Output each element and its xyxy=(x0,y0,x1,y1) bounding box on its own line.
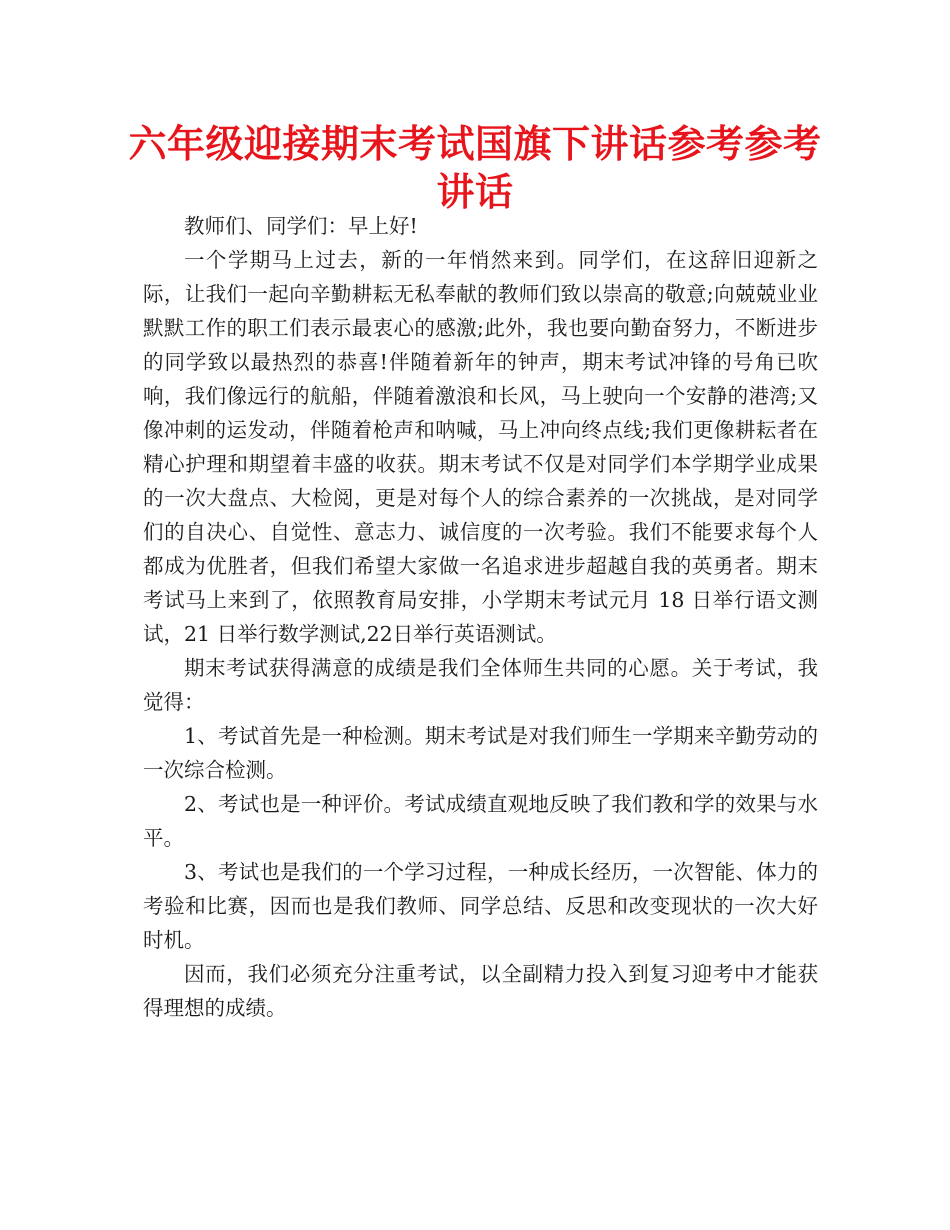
paragraph-wish: 期末考试获得满意的成绩是我们全体师生共同的心愿。关于考试，我觉得： xyxy=(143,656,818,714)
document-body xyxy=(143,209,818,1025)
paragraph-point-1: 1、考试首先是一种检测。期末考试是对我们师生一学期来辛勤劳动的一次综合检测。 xyxy=(143,724,818,782)
paragraph-greeting: 教师们、同学们：早上好! xyxy=(184,214,418,238)
paragraph-intro: 一个学期马上过去，新的一年悄然来到。同学们，在这辞旧迎新之际，让我们一起向辛勤耕耘无私奉献的教师们致以崇高的敬意;向兢兢业业默默工作的职工们表示最衷心的感激;此外，我也要向勤奋努力，不断进步的同学致以最热烈的恭喜!伴随着新年的钟声，期末考试冲锋的号角已吹响，我们像远行的航船，伴随着激浪和长风，马上驶向一个安静的港湾;又像冲刺的运发动，伴随着枪声和呐喊，马上冲向终点线;我们更像耕耘者在精心护理和期望着丰盛的收获。期末考试不仅是对同学们本学期学业成果的一次大盘点、大检阅，更是对每个人的综合素养的一次挑战，是对同学们的自决心、自觉性、意志力、诚信度的一次考验。我们不能要求每个人都成为优胜者，但我们希望大家做一名追求进步超越自我的英勇者。期末考试马上来到了，依照教育局安排，小学期末考试元月 18 日举行语文测试，21 日举行数学测试,22日举行英语测试。 xyxy=(143,248,818,646)
paragraph-conclusion: 因而，我们必须充分注重考试，以全副精力投入到复习迎考中才能获得理想的成绩。 xyxy=(143,962,818,1020)
paragraph-point-2: 2、考试也是一种评价。考试成绩直观地反映了我们教和学的效果与水平。 xyxy=(143,792,818,850)
paragraph-point-3: 3、考试也是我们的一个学习过程，一种成长经历，一次智能、体力的考验和比赛，因而也是我们教师、同学总结、反思和改变现状的一次大好时机。 xyxy=(143,860,818,952)
document-title: 六年级迎接期末考试国旗下讲话参考参考讲话 xyxy=(128,122,822,214)
